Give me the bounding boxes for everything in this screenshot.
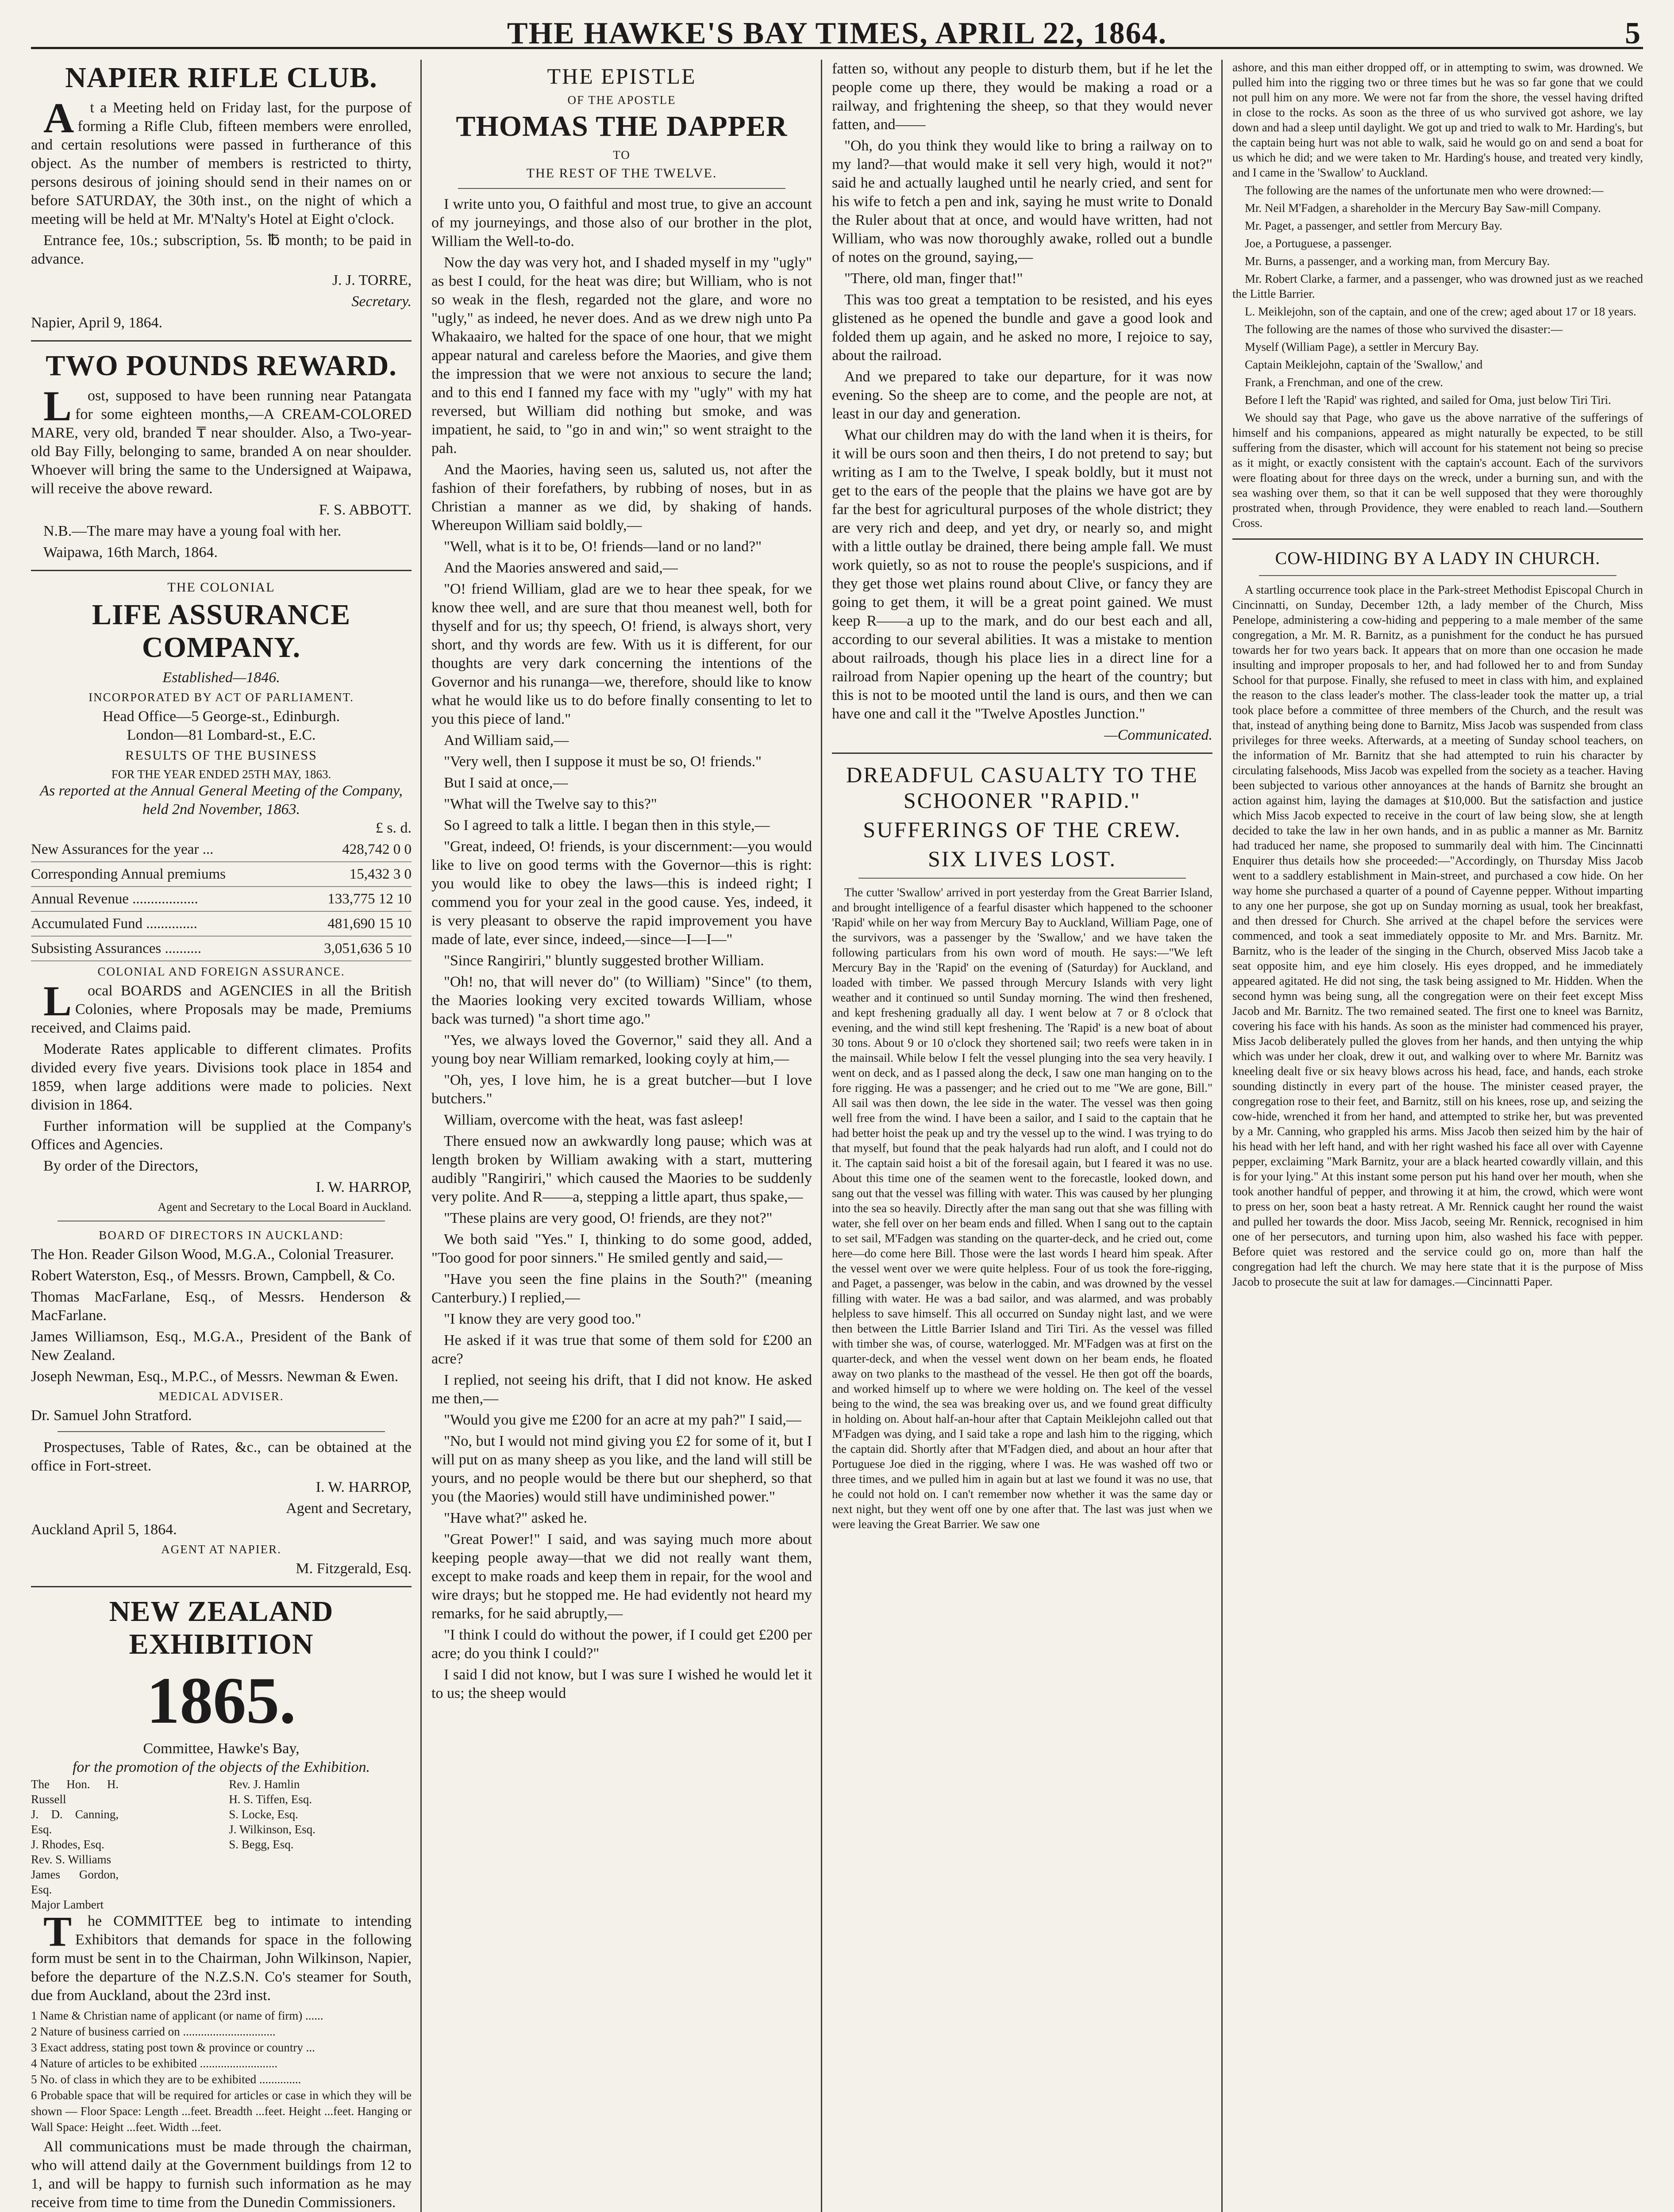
row-value: 3,051,636 5 10 (259, 936, 412, 961)
epistle-title: THOMAS THE DAPPER (456, 110, 788, 142)
board-member: The Hon. Reader Gilson Wood, M.G.A., Colonial Treasurer. (31, 1246, 394, 1263)
masthead (31, 12, 1643, 49)
survivor-name: Myself (William Page), a settler in Mercury Bay. (1245, 340, 1479, 353)
committee-right (229, 1777, 412, 1912)
rifle-club-date: Napier, April 9, 1864. (31, 315, 163, 331)
row-label: Corresponding Annual premiums (31, 862, 259, 887)
survivor-name: Frank, a Frenchman, and one of the crew. (1245, 376, 1443, 389)
divider (1232, 538, 1643, 540)
row-value: 481,690 15 10 (259, 911, 412, 936)
divider (31, 1586, 412, 1587)
life-incorporated: INCORPORATED BY ACT OF PARLIAMENT. (89, 691, 354, 704)
epistle-paragraph: "Since Rangiriri," bluntly suggested brother William. (444, 952, 764, 969)
divider (58, 1431, 385, 1432)
column-rule (1221, 60, 1223, 2212)
row-value: 15,432 3 0 (259, 862, 412, 887)
divider (858, 878, 1186, 879)
form-line: 3 Exact address, stating post town & province or country ... (31, 2041, 315, 2054)
epistle-paragraph: And the Maories, having seen us, saluted us, not after the fashion of their forefathers, by rubbing of noses, but in as Christian a manner as we did, by shaking of hands. Whereupon William said boldly,— (431, 461, 812, 534)
reward-signature: F. S. ABBOTT. (319, 502, 412, 518)
row-label: New Assurances for the year ... (31, 837, 259, 862)
row-label: Subsisting Assurances .......... (31, 936, 259, 961)
committee-member: Major Lambert (31, 1898, 104, 1911)
drowned-name: Mr. Burns, a passenger, and a working man, from Mercury Bay. (1245, 254, 1550, 268)
drowned-name: L. Meiklejohn, son of the captain, and one of the crew; aged about 17 or 18 years. (1245, 305, 1636, 318)
epistle-paragraph: And we prepared to take our departure, for it was now evening. So the sheep are to come, and the people are not, at least in our day and generation. (832, 369, 1212, 422)
divider (31, 340, 412, 342)
epistle-paragraph: "These plains are very good, O! friends, are they not?" (444, 1210, 773, 1226)
reward-nb: N.B.—The mare may have a young foal with her. (43, 523, 342, 539)
casualty-heading: DREADFUL CASUALTY TO THE SCHOONER "RAPID." (846, 762, 1198, 813)
life-by-order: By order of the Directors, (43, 1158, 199, 1174)
divider (31, 570, 412, 571)
board-member: Robert Waterston, Esq., of Messrs. Brown, Campbell, & Co. (31, 1267, 395, 1284)
column-2 (431, 60, 812, 2212)
column-3 (832, 60, 1212, 2212)
life-date: Auckland April 5, 1864. (31, 1521, 177, 1538)
life-signature: I. W. HARROP, (316, 1179, 412, 1195)
epistle-subheading: OF THE APOSTLE (567, 93, 676, 107)
cowhiding-paragraph: A startling occurrence took place in the Park-street Methodist Episcopal Church in Cincinnatti, on Sunday, December 12th, a lady member of the Church, Miss Penelope, administering a cow-hiding and peppering to a male member of the same congregation, a Mr. M. R. Barnitz, as a punishment for the conduct he has pursued towards her for two years back. It appears that on more than one occasion he made insulting and improper proposals to her, and had followed her to and from Sunday School for that purpose. Finally, she refused to meet in class with him, and explained the reason to the class leader's mother. The class-leader took the matter up, a trial took place before a committee of three members of the Church, and the result was that, instead of anything being done to Barnitz, Miss Jacob was suspended from class privileges for three weeks. Afterwards, at a meeting of Sunday school teachers, on the information of Mr. Barnitz that she had attempted to ruin his character by circulating falsehoods, Miss Jacob was expelled from the society as a teacher. Having been subjected to various other annoyances at the hands of Barnitz she brought an action against him, laying the damages at $10,000. But the satisfaction and justice which Miss Jacob expected to receive in the court of law being slow, she at length decided to take the law in her own hands, and in as public a manner as Mr. Barnitz had traduced her name, she proposed to summarily deal with him. The Cincinnatti Enquirer thus details how she proceeded:—"Accordingly, on Thursday Miss Jacob went to a saddlery establishment in Main-street, and purchased a cow hide. On her way home she purchased a quarter of a pound of Cayenne pepper. Without imparting to any one her purpose, she got up on Sunday morning as usual, took her breakfast, and then dressed for Church. She arrived at the chapel before the services were commenced, and took a seat immediately opposite to Mr. and Mrs. Barnitz. Mr. Barnitz, who is the leader of the singing in the Church, observed Miss Jacob take a seat opposite him, and eye him closely. His eyes dropped, and he immediately appeared agitated. He did not sing, the task being assigned to Mr. Hidden. When the second hymn was being sung, all the congregation were on their feet except Miss Jacob and Mr. Barnitz. The two remained seated. The first one to kneel was Barnitz, covering his face with his hands. As soon as the minister had commenced his prayer, Miss Jacob deliberately pulled the gloves from her hands, and then untying the whip which was under her cloak, drew it out, and walking over to where Mr. Barnitz was kneeling dealt five or six heavy blows across his head, face, and hands, each stroke sounding distinctly in every part of the house. The minister ceased prayer, the congregation rose to their feet, and Barnitz, still on his knees, rose up, and seizing the cow-hide, wrenched it from her hand, and attempted to strike her, but was prevented by a Mr. Canning, who grappled his arms. Miss Jacob then seized him by the hair of his head with her left hand, and with her right washed his face all over with Cayenne pepper, exclaiming "Mark Barnitz, your are a black hearted cowardly villain, and this is for your lying." At this instant some person put his hand over her mouth, when she took another handful of pepper, and throwing it at him, the crowd, which were wont to press on her, soon beat a hasty retreat. A Mr. Rennick caught her round the waist and pulled her towards the door. Miss Jacob, seeing Mr. Rennick, recognised in him one of her persecutors, and turning upon him, also washed his face with pepper. Before quiet was restored and the service could go on, more than half the congregation had left the church. We may here state that it is the purpose of Miss Jacob to prosecute the suit at law for damages.—Cincinnatti Paper. (1232, 583, 1643, 1288)
rifle-club-heading: NAPIER RIFLE CLUB. (65, 61, 377, 94)
committee-member: J. Rhodes, Esq. (31, 1838, 104, 1851)
form-line: 4 Nature of articles to be exhibited .......................... (31, 2057, 278, 2070)
board-member: Joseph Newman, Esq., M.P.C., of Messrs. Newman & Ewen. (31, 1368, 399, 1385)
reward-date: Waipawa, 16th March, 1864. (43, 544, 218, 561)
drowned-name: Joe, a Portuguese, a passenger. (1245, 237, 1392, 250)
exhibition-committee-list (31, 1777, 412, 1912)
exhibition-year: 1865. (146, 1664, 296, 1737)
life-signature-title: Agent and Secretary to the Local Board in Auckland. (158, 1200, 412, 1214)
rifle-club-body: At a Meeting held on Friday last, for the purpose of forming a Rifle Club, fifteen members were enrolled, and certain resolutions were passed in furtherance of this object. As the number of members is restricted to thirty, persons desirous of joining should send in their names on or before SATURDAY, the 30th inst., on the night of which a meeting will be held at Mr. M'Nalty's Hotel at Eight o'clock. (31, 94, 412, 227)
epistle-paragraph: "Well, what is it to be, O! friends—land or no land?" (444, 538, 762, 555)
committee-left (31, 1777, 214, 1912)
life-established: Established—1846. (162, 669, 280, 686)
table-row (31, 862, 412, 887)
column-4 (1232, 60, 1643, 2212)
life-medical-heading: MEDICAL ADVISER. (158, 1390, 284, 1403)
epistle-paragraph: "O! friend William, glad are we to hear thee speak, for we know thee well, and are sure that thou meanest well, both for thyself and for us; thy speech, O! friend, is always short, very short, and thy words are few. With us it is different, for our thoughts are very dark concerning the intentions of the Governor and his runanga—we, therefore, should like to know what he would like us to do before finally consenting to let to you this piece of land." (431, 581, 812, 727)
life-agent-heading: AGENT AT NAPIER. (161, 1543, 281, 1556)
casualty-paragraph: We should say that Page, who gave us the above narrative of the sufferings of himself and his companions, appeared as might naturally be expected, to be still suffering from the disaster, which will account for his statement not being so precise as it might, or exactly consistent with the captain's account. Each of the survivors were floating about for three days on the wreck, under a burning sun, and with the sea washing over them, so that it can be well supposed that they were thoroughly prostrated when, through Providence, they were enabled to reach land.—Southern Cross. (1232, 411, 1643, 530)
committee-member: Rev. S. Williams (31, 1853, 112, 1866)
rifle-club-fees: Entrance fee, 10s.; subscription, 5s. ℔ month; to be paid in advance. (31, 232, 412, 267)
table-row (31, 887, 412, 911)
casualty-paragraph: The cutter 'Swallow' arrived in port yesterday from the Great Barrier Island, and brought intelligence of a fearful disaster which happened to the schooner 'Rapid' while on her way from Mercury Bay to Auckland, William Page, one of the survivors, was a passenger by the 'Swallow,' and we have taken the following particulars from his own word of mouth. He says:—"We left Mercury Bay in the 'Rapid' on the evening of (Saturday) for Auckland, and loaded with timber. We passed through Mercury Islands with very light weather and it continued so until Sunday morning. The wind then freshened, and kept freshening gradually all day. I went below at 7 or 8 o'clock that evening, and the wind still kept freshening. The 'Rapid' is a new boat of about 30 tons. About 9 or 10 o'clock they shortened sail; two reefs were taken in in the mainsail. While below I felt the vessel plunging into the sea very heavily. I went on deck, and as I passed along the deck, I saw one man hanging on to the fore rigging. He was a passenger; and he cried out to me "We are gone, Bill." All sail was then down, the lee side in the water. The vessel was then going well free from the wind. I have been a sailor, and I said to the captain that he had better hoist the peak up and try the vessel up to the wind. I was trying to do that myself, but found that the peak halyards had run aloft, and I could not do it. The captain said hoist a bit of the foresail again, but I feared it was no use. About this time one of the seamen went to the forecastle, looked down, and sang out that the vessel was filling with water. This was caused by her plunging into the sea so heavily. Directly after the man sang out that she was filling with water, she fell over on her beam ends and filled. When I sang out to the captain to set sail, M'Fadgen was standing on the quarter-deck, and he cried out, come here—do come here Bill. Those were the last words I heard him speak. After the vessel went over we were quite helpless. Four of us took the fore-rigging, and Paget, a passenger, was below in the cabin, and was drowned by the vessel filling with water. He was a bad sailor, and was alarmed, and was probably helpless to save himself. This all occurred on Sunday night last, and we were then between the Little Barrier Island and Tiri Tiri. As the vessel was filled with timber she was, of course, waterlogged. Mr. M'Fadgen was at first on the quarter-deck, and when the vessel went down on her beam ends, he floated away on two planks to the masthead of the vessel. He then got off the boards, and worked himself up to where we were holding on. The keel of the vessel being to the wind, the sea was breaking over us, and we found great difficulty in holding on. About half-an-hour after that Captain Meiklejohn called out that M'Fadgen was dying, and I said take a rope and lash him to the rigging, which the captain did. Shortly after that M'Fadgen died, and about an hour after that Portuguese Joe died in the rigging, where I was. He was washed off two or three times, and we pulled him in again but at last we found it was no use, that he could not hold on. I can't remember now whether it was the same day or next night, but they went off one by one after that. The last was just when we were leaving the Great Barrier. We saw one (832, 886, 1212, 1531)
life-heading: LIFE ASSURANCE COMPANY. (92, 599, 351, 664)
column-rule (821, 60, 822, 2212)
epistle-paragraph: I write unto you, O faithful and most true, to give an account of my journeyings, and those also of our brother in the plot, William the Well-to-do. (431, 196, 812, 250)
life-head-office: Head Office—5 George-st., Edinburgh. (102, 708, 340, 725)
epistle-paragraph: What our children may do with the land when it is theirs, for it will be ours soon and then theirs, I do not pretend to say; but writing as I am to the Twelve, I speak boldly, but it must not get to the ears of the people that the plains we have got are by far the best for agricultural purposes of the whole district; they are very rich and deep, and yet dry, or nearly so, and might with a little outlay be drained, there being ample fall. We must work quietly, so as not to rouse the people's suspicions, and if they get those wet plains round about Clive, or fancy they are going to get them, it will be a great point gained. We must keep R——a up to the mark, and do our best each and all, according to our several abilities. It was a mistake to mention about railroads, though his place lies in a direct line for a railroad from Napier opening up the heart of the country; but this is not to be mooted until the land is ours, and then we can have one and call it the "Twelve Apostles Junction." (832, 427, 1212, 722)
newspaper-title: THE HAWKE'S BAY TIMES, APRIL 22, 1864. (507, 16, 1167, 50)
life-financial-table (31, 837, 412, 961)
committee-member: The Hon. H. Russell (31, 1778, 119, 1806)
epistle-paragraph: "Have you seen the fine plains in the South?" (meaning Canterbury.) I replied,— (431, 1271, 812, 1306)
epistle-paragraph: And William said,— (444, 732, 569, 749)
exhibition-communications: All communications must be made through the chairman, who will attend daily at the Government buildings from 12 to 1, and will be happy to furnish such information as he may receive from time to time from the Dunedin Commissioners. (31, 2139, 412, 2211)
epistle-paragraph: We both said "Yes." I, thinking to do some good, added, "Too good for poor sinners." He smiled gently and said,— (431, 1231, 812, 1266)
committee-member: James Gordon, Esq. (31, 1868, 119, 1896)
epistle-to: TO (613, 148, 631, 161)
reward-heading: TWO POUNDS REWARD. (46, 349, 397, 382)
exhibition-form (31, 2008, 412, 2135)
life-medical-adviser: Dr. Samuel John Stratford. (31, 1407, 192, 1424)
casualty-paragraph: Before I left the 'Rapid' was righted, and sailed for Oma, just below Tiri Tiri. (1245, 393, 1611, 407)
epistle-paragraph: I said I did not know, but I was sure I wished he would let it to us; the sheep would (431, 1667, 812, 1701)
life-agent: M. Fitzgerald, Esq. (296, 1560, 412, 1577)
epistle-paragraph: "I think I could do without the power, if I could get £200 per acre; do you think I could?" (431, 1627, 812, 1662)
exhibition-purpose: for the promotion of the objects of the Exhibition. (72, 1759, 370, 1775)
reward-body: Lost, supposed to have been running near Patangata for some eighteen months,—A CREAM-COLORED MARE, very old, branded ₸ near shoulder. Also, a Two-year-old Bay Filly, belonging to same, branded A on near shoulder. Whoever will bring the same to the Undersigned at Waipawa, will receive the above reward. (31, 382, 412, 497)
life-currency-header: £ s. d. (375, 820, 412, 836)
row-value: 133,775 12 10 (259, 887, 412, 911)
epistle-paragraph: And the Maories answered and said,— (444, 560, 678, 576)
committee-member: S. Begg, Esq. (229, 1838, 294, 1851)
epistle-paragraph: "Oh! no, that will never do" (to William) "Since" (to them, the Maories looking very excited towards William, whose back was turned) "a short time ago." (431, 974, 812, 1027)
casualty-paragraph: ashore, and this man either dropped off, or in attempting to swim, was drowned. We pulled him into the rigging two or three times but he was so far gone that we could not pull him on any more. We were not far from the shore, the vessel having drifted in close to the rocks. As soon as the three of us who survived got ashore, we lay down and had a sleep until daylight. We got up and tried to walk to Mr. Harding's, but the captain being hurt was not able to walk, said he would go on and send a boat for us which he did; and we were taken to Mr. Harding's house, and treated very kindly, and I came in the 'Swallow' to Auckland. (1232, 61, 1643, 179)
epistle-paragraph: But I said at once,— (444, 775, 568, 791)
row-label: Accumulated Fund .............. (31, 911, 259, 936)
divider (832, 753, 1212, 754)
life-pre-heading: THE COLONIAL (167, 580, 275, 595)
committee-member: S. Locke, Esq. (229, 1808, 298, 1821)
page-number: 5 (1625, 16, 1640, 50)
life-prospectuses: Prospectuses, Table of Rates, &c., can be obtained at the office in Fort-street. (31, 1439, 412, 1474)
life-signature-2-title: Agent and Secretary, (286, 1500, 412, 1517)
committee-member: Rev. J. Hamlin (229, 1778, 300, 1791)
row-value: 428,742 0 0 (259, 837, 412, 862)
divider (1259, 575, 1616, 576)
epistle-paragraph: fatten so, without any people to disturb them, but if he let the people come up there, they would be making a road or a railway, and frightening the sheep, so that they would never fatten, and—— (832, 61, 1212, 133)
life-local-boards: Local BOARDS and AGENCIES in all the British Colonies, where Proposals may be made, Premiums received, and Claims paid. (31, 977, 412, 1036)
life-signature-2: I. W. HARROP, (316, 1479, 412, 1495)
casualty-paragraph: The following are the names of the unfortunate men who were drowned:— (1245, 184, 1604, 197)
life-results-year: FOR THE YEAR ENDED 25TH MAY, 1863. (111, 768, 331, 781)
epistle-paragraph: So I agreed to talk a little. I began then in this style,— (444, 817, 770, 833)
epistle-paragraph: "Very well, then I suppose it must be so, O! friends." (444, 753, 762, 770)
drowned-name: Mr. Neil M'Fadgen, a shareholder in the Mercury Bay Saw-mill Company. (1245, 201, 1601, 215)
form-line: 6 Probable space that will be required for articles or case in which they will be shown — Floor Space: Length ...feet. Breadth ...feet. Height ...feet. Hanging or Wall Space: Height ...feet. Width ...feet. (31, 2089, 412, 2134)
life-reported: As reported at the Annual General Meeting of the Company, held 2nd November, 1863. (40, 783, 403, 818)
epistle-paragraph: "I know they are very good too." (444, 1311, 642, 1327)
board-member: James Williamson, Esq., M.G.A., President of the Bank of New Zealand. (31, 1329, 412, 1363)
epistle-paragraph: "Would you give me £200 for an acre at my pah?" I said,— (444, 1412, 801, 1428)
epistle-paragraph: "No, but I would not mind giving you £2 for some of it, but I will put on as many sheep as you like, and the land will still be yours, and no people would be there but our shepherd, so that you (the Maories) would still have undiminished power." (431, 1433, 812, 1505)
life-moderate-rates: Moderate Rates applicable to different climates. Profits divided every five years. Divisions took place in 1854 and 1859, when large additions were made to policies. Next division in 1864. (31, 1041, 412, 1113)
form-line: 1 Name & Christian name of applicant (or name of firm) ...... (31, 2009, 323, 2022)
table-row (31, 837, 412, 862)
life-board-heading: BOARD OF DIRECTORS IN AUCKLAND: (99, 1229, 344, 1242)
epistle-paragraph: "Great, indeed, O! friends, is your discernment:—you would like to live on good terms with the Governor—this is right: you would like to obey the laws—this is indeed right; I commend you for your zeal in the good cause. Yes, indeed, it is very pleasant to observe the rapid improvement you have made of late, ever since, indeed,—since—I—I—" (431, 838, 812, 948)
exhibition-body: The COMMITTEE beg to intimate to intending Exhibitors that demands for space in the following form must be sent in to the Chairman, John Wilkinson, Napier, before the departure of the N.Z.S.N. Co's steamer for South, due from Auckland, about the 23rd inst. (31, 1908, 412, 2004)
epistle-paragraph: "What will the Twelve say to this?" (444, 796, 657, 812)
epistle-paragraph: "Have what?" asked he. (444, 1510, 588, 1526)
row-label: Annual Revenue .................. (31, 887, 259, 911)
survivor-name: Captain Meiklejohn, captain of the 'Swallow,' and (1245, 358, 1483, 371)
cowhiding-heading: COW-HIDING BY A LADY IN CHURCH. (1275, 548, 1601, 568)
table-row (31, 936, 412, 961)
board-member: Thomas MacFarlane, Esq., of Messrs. Henderson & MacFarlane. (31, 1289, 412, 1324)
survived-heading: The following are the names of those who survived the disaster:— (1245, 323, 1563, 336)
exhibition-heading: NEW ZEALAND EXHIBITION (109, 1595, 334, 1660)
epistle-paragraph: I replied, not seeing his drift, that I did not know. He asked me then,— (431, 1372, 812, 1407)
casualty-lives-lost: SIX LIVES LOST. (927, 846, 1116, 871)
committee-member: J. Wilkinson, Esq. (229, 1823, 316, 1836)
rifle-club-signature-title: Secretary. (351, 293, 412, 310)
casualty-subheading: SUFFERINGS OF THE CREW. (863, 817, 1181, 842)
life-london-office: London—81 Lombard-st., E.C. (127, 727, 316, 743)
committee-member: J. D. Canning, Esq. (31, 1808, 119, 1836)
epistle-paragraph: "Oh, do you think they would like to bring a railway on to my land?—that would make it sell very high, would it not?" said he and actually laughed until he nearly cried, and sent for his wife to fetch a pen and ink, saying he must write to Donald the Ruler about that at once, and would have written, had not William, who was now thoroughly awake, rolled out a bundle of notes on the ground, saying,— (832, 138, 1212, 265)
divider (458, 188, 785, 189)
epistle-paragraph: "Oh, yes, I love him, he is a great butcher—but I love butchers." (431, 1072, 812, 1107)
epistle-paragraph: "Great Power!" I said, and was saying much more about keeping people away—that we did not really want them, except to make roads and keep them in repair, for the wool and wire drays; but he stopped me. He had evidently not heard my remarks, for he said abruptly,— (431, 1531, 812, 1622)
form-line: 5 No. of class in which they are to be exhibited .............. (31, 2073, 301, 2086)
epistle-recipient: THE REST OF THE TWELVE. (526, 166, 717, 180)
life-results-heading: RESULTS OF THE BUSINESS (125, 748, 317, 763)
rifle-club-signature: J. J. TORRE, (332, 272, 412, 288)
epistle-paragraph: William, overcome with the heat, was fast asleep! (444, 1112, 744, 1128)
drowned-name: Mr. Robert Clarke, a farmer, and a passenger, who was drowned just as we reached the Little Barrier. (1232, 272, 1643, 300)
epistle-paragraph: There ensued now an awkwardly long pause; which was at length broken by William awaking with a start, muttering audibly "Rangiriri," which caused the Maories to be suddenly very polite. And R——a, stepping a little apart, thus spake,— (431, 1133, 812, 1205)
epistle-heading: THE EPISTLE (547, 64, 697, 88)
epistle-paragraph: This was too great a temptation to be resisted, and his eyes glistened as he opened the bundle and gave a good look and folded them up again, and he asked no more, I rejoice to say, about the railroad. (832, 292, 1212, 364)
committee-member: H. S. Tiffen, Esq. (229, 1793, 312, 1806)
table-row (31, 911, 412, 936)
epistle-paragraph: "There, old man, finger that!" (844, 270, 1023, 287)
epistle-paragraph: "Yes, we always loved the Governor," said they all. And a young boy near William remarked, looking coyly at him,— (431, 1032, 812, 1067)
column-rule (420, 60, 422, 2212)
epistle-paragraph: Now the day was very hot, and I shaded myself in my "ugly" as best I could, for the heat was dire; but William, who is not so weak in the flesh, regarded not the glare, and wore no "ugly," as indeed, he never does. And as we drew nigh unto Pa Whakaairo, we halted for the space of one hour, that we might appear natural and careless before the Maories, and give them the impression that we were not anxious to secure the land; and to this end I fanned my face with my "ugly" with my hat reversed, but William did nothing but smoke, and was impatient, he said, to "go in and win;" so went straight to the pah. (431, 254, 812, 457)
epistle-paragraph: He asked if it was true that some of them sold for £200 an acre? (431, 1332, 812, 1367)
form-line: 2 Nature of business carried on ............................... (31, 2025, 276, 2038)
life-colonial-heading: COLONIAL AND FOREIGN ASSURANCE. (97, 965, 345, 978)
life-further-info: Further information will be supplied at the Company's Offices and Agencies. (31, 1118, 412, 1153)
epistle-communicated: —Communicated. (1104, 727, 1212, 743)
exhibition-committee: Committee, Hawke's Bay, (143, 1740, 300, 1757)
column-1 (31, 60, 412, 2212)
drowned-name: Mr. Paget, a passenger, and settler from Mercury Bay. (1245, 219, 1502, 232)
